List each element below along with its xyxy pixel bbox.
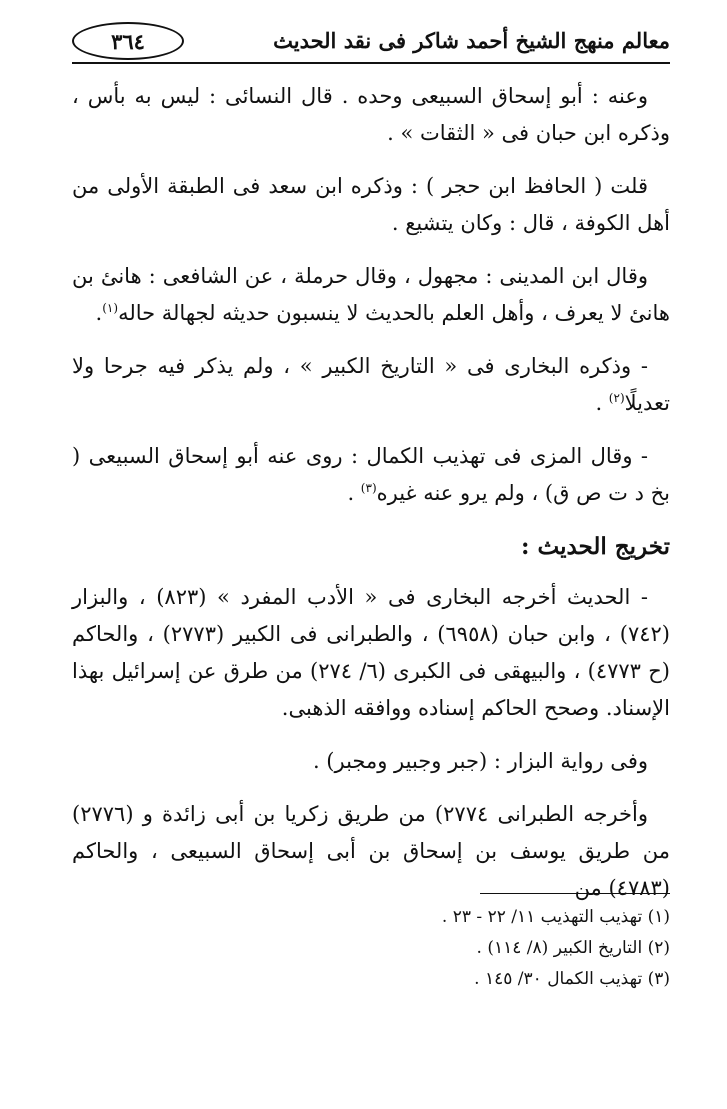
page-body	[72, 78, 670, 923]
paragraph	[72, 796, 670, 907]
footnotes	[72, 902, 670, 995]
paragraph	[72, 579, 670, 727]
paragraph-text: - الحديث أخرجه البخارى فى « الأدب المفرد » (٨٢٣) ، والبزار (٧٤٢) ، وابن حبان (٦٩٥٨) ، والطبرانى فى الكبير (٢٧٧٣) ، والحاكم (ح ٤٧٧٣) ، والبيهقى فى الكبرى (٦/ ٢٧٤) من طرق عن إسرائيل بهذا الإسناد. وصحح الحاكم إسناده ووافقه الذهبى.	[72, 585, 670, 720]
paragraph	[72, 743, 670, 780]
footnote-ref[interactable]: (٣)	[360, 481, 377, 495]
paragraph	[72, 168, 670, 242]
page-header	[72, 18, 670, 64]
paragraph	[72, 78, 670, 152]
header-divider	[72, 62, 670, 64]
paragraph-text: قلت ( الحافظ ابن حجر ) : وذكره ابن سعد فى الطبقة الأولى من أهل الكوفة ، قال : وكان يتشيع .	[72, 174, 670, 235]
footnote-item: (١) تهذيب التهذيب ١١/ ٢٢ - ٢٣ .	[441, 907, 670, 927]
section-heading: تخريج الحديث :	[521, 533, 670, 560]
footnote-item: (٣) تهذيب الكمال ٣٠/ ١٤٥ .	[474, 969, 670, 989]
running-title: معالم منهج الشيخ أحمد شاكر فى نقد الحديث	[273, 28, 670, 53]
paragraph-text: - وقال المزى فى تهذيب الكمال : روى عنه أبو إسحاق السبيعى ( بخ د ت ص ق) ، ولم يرو عنه غيره	[72, 444, 670, 505]
paragraph-tail: .	[347, 481, 361, 505]
footnote-item: (٢) التاريخ الكبير (٨/ ١١٤) .	[476, 938, 670, 958]
paragraph	[72, 258, 670, 332]
paragraph-text: - وذكره البخارى فى « التاريخ الكبير » ، ولم يذكر فيه جرحا ولا تعديلًا	[72, 354, 670, 415]
paragraph-text: وأخرجه الطبرانى ٢٧٧٤) من طريق زكريا بن أبى زائدة و (٢٧٧٦) من طريق يوسف بن إسحاق بن أبى إسحاق السبيعى ، والحاكم (٤٧٨٣) من	[72, 802, 670, 900]
paragraph-text: وعنه : أبو إسحاق السبيعى وحده . قال النسائى : ليس به بأس ، وذكره ابن حبان فى « الثقات » .	[72, 84, 670, 145]
paragraph-tail: .	[595, 391, 609, 415]
paragraph-tail: .	[95, 301, 103, 325]
footnote-ref[interactable]: (١)	[102, 301, 119, 315]
paragraph	[72, 348, 670, 422]
paragraph-text: وقال ابن المدينى : مجهول ، وقال حرملة ، عن الشافعى : هانئ بن هانئ لا يعرف ، وأهل العلم بالحديث لا ينسبون حديثه لجهالة حاله	[72, 264, 670, 325]
paragraph	[72, 438, 670, 512]
paragraph-text: وفى رواية البزار : (جبر وجبير ومجبر) .	[312, 749, 648, 773]
page-number-badge: ٣٦٤	[72, 22, 184, 60]
footnote-divider	[480, 893, 670, 894]
footnote-ref[interactable]: (٢)	[608, 391, 625, 405]
